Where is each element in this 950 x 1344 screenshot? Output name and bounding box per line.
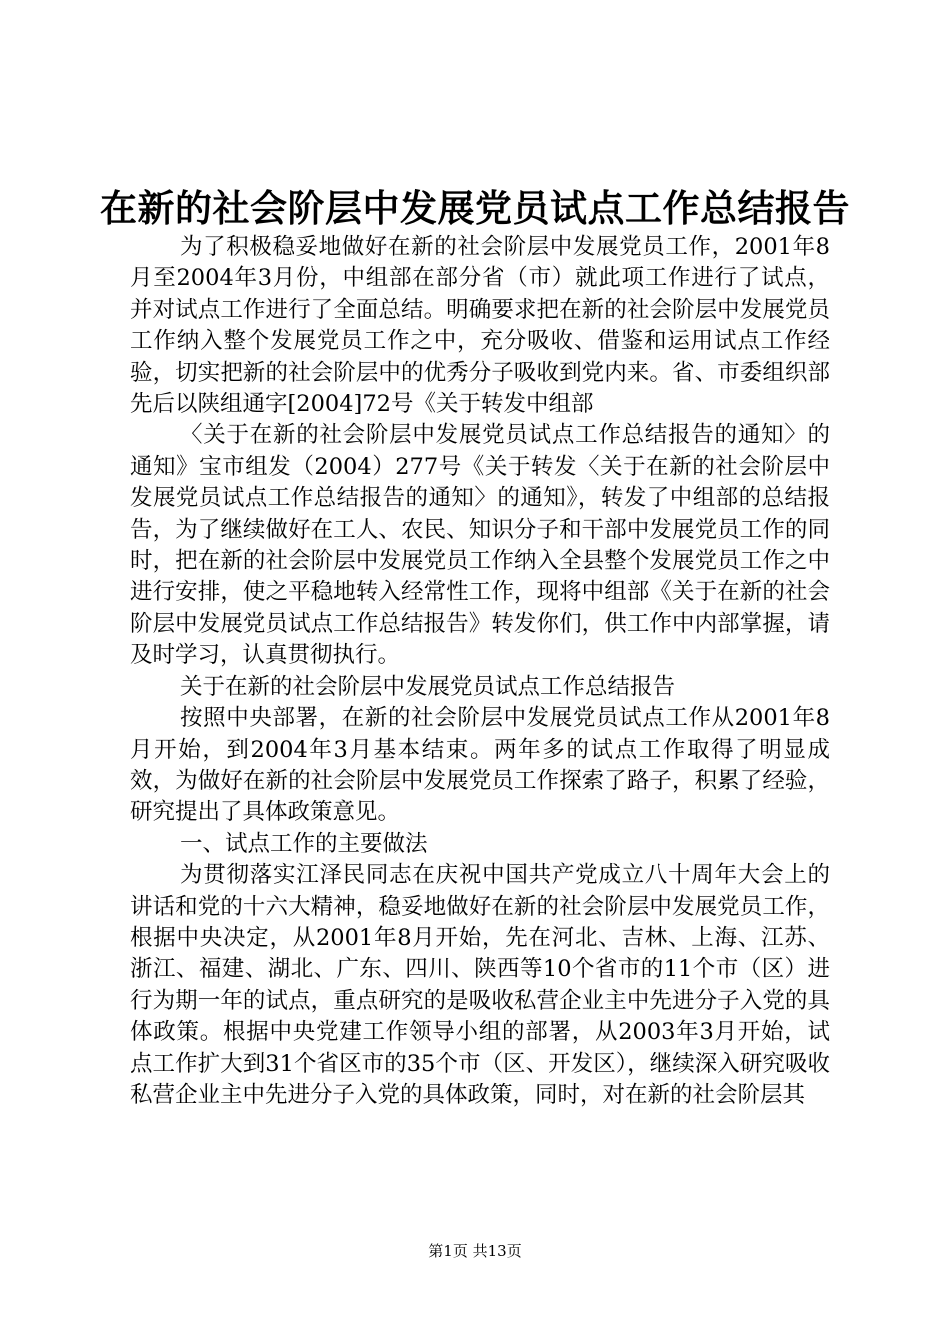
page-footer: 第1页 共13页 bbox=[428, 1242, 522, 1260]
paragraph-summary: 按照中央部署，在新的社会阶层中发展党员试点工作从2001年8月开始，到2004年3月基本结束。两年多的试点工作取得了明显成效，为做好在新的社会阶层中发展党员工作探索了路子，积累了经验，研究提出了具体政策意见。 bbox=[130, 705, 830, 826]
paragraph-report-title: 关于在新的社会阶层中发展党员试点工作总结报告 bbox=[180, 673, 676, 700]
paragraph-intro: 为了积极稳妥地做好在新的社会阶层中发展党员工作，2001年8月至2004年3月份，中组部在部分省（市）就此项工作进行了试点，并对试点工作进行了全面总结。明确要求把在新的社会阶层中发展党员工作纳入整个发展党员工作之中，充分吸收、借鉴和运用试点工作经验，切实把新的社会阶层中的优秀分子吸收到党内来。省、市委组织部先后以陕组通字[2004]72号《关于转发中组部 bbox=[130, 234, 830, 418]
paragraph-section-1-body: 为贯彻落实江泽民同志在庆祝中国共产党成立八十周年大会上的讲话和党的十六大精神，稳妥地做好在新的社会阶层中发展党员工作，根据中央决定，从2001年8月开始，先在河北、吉林、上海、江苏、浙江、福建、湖北、广东、四川、陕西等10个省市的11个市（区）进行为期一年的试点，重点研究的是吸收私营企业主中先进分子入党的具体政策。根据中央党建工作领导小组的部署，从2003年3月开始，试点工作扩大到31个省区市的35个市（区、开发区），继续深入研究吸收私营企业主中先进分子入党的具体政策，同时，对在新的社会阶层其 bbox=[130, 862, 830, 1108]
paragraph-forward-notice: 〈关于在新的社会阶层中发展党员试点工作总结报告的通知〉的通知》宝市组发（2004）277号《关于转发〈关于在新的社会阶层中发展党员试点工作总结报告的通知〉的通知》，转发了中组部的总结报告，为了继续做好在工人、农民、知识分子和干部中发展党员工作的同时，把在新的社会阶层中发展党员工作纳入全县整个发展党员工作之中进行安排，使之平稳地转入经常性工作，现将中组部《关于在新的社会阶层中发展党员试点工作总结报告》转发你们，供工作中内部掌握，请及时学习，认真贯彻执行。 bbox=[130, 422, 830, 669]
section-heading-1: 一、试点工作的主要做法 bbox=[180, 830, 428, 857]
document-body bbox=[130, 232, 830, 1111]
document-title: 在新的社会阶层中发展党员试点工作总结报告 bbox=[100, 187, 850, 230]
